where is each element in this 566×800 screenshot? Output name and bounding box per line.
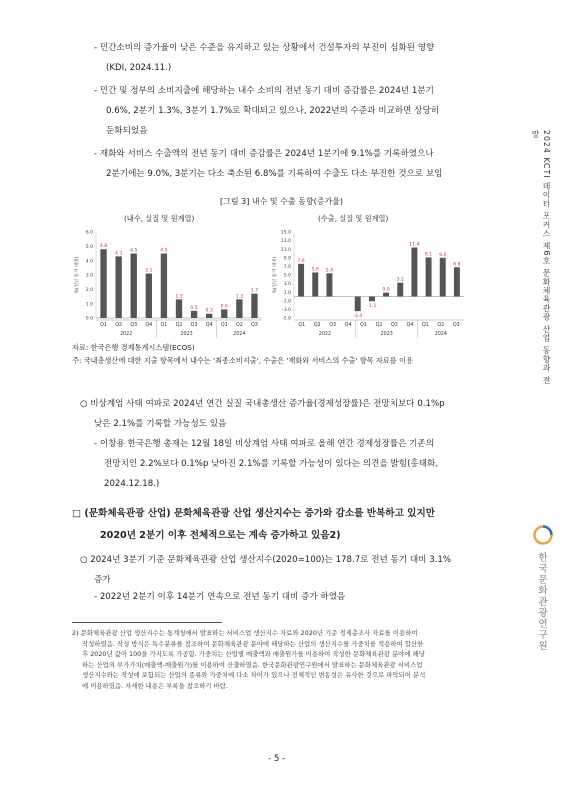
- bullet-line: - 재화와 서비스 수출액의 전년 동기 대비 증감률은 2024년 1분기에 9.1%를 기록하였으나: [94, 149, 434, 159]
- exports-chart: [270, 226, 470, 344]
- bullet-line: ○ 비상계엄 사태 여파로 2024년 연간 실질 국내총생산 증가율(경제성장률)은 전망치보다 0.1%p: [80, 399, 445, 409]
- bar: [454, 267, 460, 296]
- data-label: 5.6: [311, 267, 319, 273]
- data-label: 3.2: [396, 277, 404, 283]
- y-tick-label: -3.0: [282, 308, 291, 313]
- x-tick-label: Q1: [298, 323, 306, 328]
- data-label: 4.3: [114, 251, 123, 257]
- bullet-line: 전망치인 2.2%보다 0.1%p 낮아진 2.1%를 기록할 가능성이 있다는 의견을 밝힘(홍태화,: [104, 459, 439, 469]
- bullet-line: - 이창용 한국은행 총재는 12월 18일 비상계엄 사태 여파로 올해 연간 경제성장률은 기존의: [94, 439, 435, 449]
- x-tick-label: Q2: [375, 323, 383, 328]
- bullet-line: 2024.12.18.): [104, 479, 160, 489]
- y-axis-label: %(전년 동기 대비): [273, 256, 278, 294]
- bar: [426, 257, 432, 296]
- bar: [100, 249, 106, 318]
- footnote-line: 작성하였음. 작성 방식은 특수분류를 참조하여 문화체육관광 분야에 해당하는 산업의 생산지수를 가중치를 적용하여 합산한: [82, 639, 424, 648]
- institute-logo-icon: [532, 524, 554, 546]
- footnote: [72, 628, 502, 691]
- bullet-line: 증가: [94, 575, 111, 585]
- bar: [326, 273, 332, 296]
- y-tick-label: 1.0: [283, 290, 291, 296]
- bar: [251, 294, 257, 318]
- bar: [411, 247, 417, 296]
- x-tick-label: Q3: [130, 323, 138, 328]
- y-tick-label: 4.0: [85, 259, 93, 265]
- x-group-label: 2024: [233, 332, 246, 337]
- footnote-line: 후 2020년 값이 100을 가지도록 가공함. 가중치는 산업별 매출액과 매출원가를 이용하여 작성한 문화체육관광 분야에 해당: [82, 650, 425, 658]
- y-tick-label: 7.0: [283, 265, 291, 270]
- bar: [355, 297, 361, 312]
- y-tick-label: 5.0: [85, 244, 93, 250]
- x-tick-label: Q3: [190, 323, 198, 328]
- section-heading: □ (문화체육관광 산업) 문화체육관광 산업 생산지수는 증가와 감소를 반복하고 있지만: [72, 508, 435, 519]
- bullet-line: - 2022년 2분기 이후 14분기 연속으로 전년 동기 대비 증가 하였음: [94, 592, 346, 602]
- x-tick-label: Q3: [251, 323, 258, 328]
- y-tick-label: 0.0: [85, 316, 93, 322]
- bar: [115, 256, 121, 318]
- bar: [312, 272, 318, 296]
- figure-title: [그림 3] 내수 및 수출 동향(증가율): [220, 197, 344, 206]
- y-tick-label: 1.0: [85, 302, 93, 308]
- data-label: 4.5: [130, 248, 138, 254]
- bar: [131, 254, 137, 319]
- data-label: -1.1: [367, 304, 377, 310]
- data-label: 4.5: [160, 248, 168, 254]
- y-tick-label: -1.0: [282, 299, 291, 305]
- bar: [206, 314, 212, 318]
- x-tick-label: Q1: [220, 323, 228, 328]
- x-group-label: 2023: [180, 332, 193, 337]
- data-label: 0.3: [205, 308, 213, 314]
- footnote-line: 생산지수와는 작성에 포함되는 산업의 종류와 가중치에 다소 차이가 있으나 전체적인 변동성은 유사한 것으로 파악되어 분석: [82, 671, 426, 679]
- x-group-label: 2022: [318, 332, 332, 337]
- x-tick-label: Q4: [205, 323, 213, 328]
- data-label: 5.4: [325, 268, 334, 274]
- x-tick-label: Q2: [175, 323, 183, 328]
- x-tick-label: Q3: [452, 323, 460, 328]
- x-tick-label: Q1: [100, 323, 107, 328]
- data-label: 1.7: [250, 288, 259, 294]
- bar: [221, 309, 227, 318]
- bar: [369, 297, 375, 302]
- y-tick-label: 13.0: [280, 239, 291, 245]
- data-label: 9.1: [424, 252, 433, 258]
- bullet-line: 둔화되었음: [106, 126, 148, 136]
- page-number: - 5 -: [268, 754, 286, 764]
- bar: [397, 283, 403, 297]
- data-label: 6.8: [453, 262, 461, 268]
- data-label: 0.5: [190, 305, 198, 311]
- bar: [383, 293, 389, 297]
- footnote-line: 에 이용하였음. 자세한 내용은 부록을 참조하기 바람.: [82, 681, 228, 690]
- footnote-line: 2) 문화체육관광 산업 생산지수는 통계청에서 발표하는 서비스업 생산지수 자료와 2020년 기준 경제총조사 자료를 이용하여: [72, 629, 418, 637]
- domestic-demand-chart: [72, 226, 268, 344]
- x-tick-label: Q2: [313, 323, 321, 328]
- data-label: 9.0: [439, 252, 447, 258]
- bullet-line: (KDI, 2024.11.): [106, 63, 172, 73]
- y-tick-label: 6.0: [85, 230, 93, 236]
- bar: [146, 274, 152, 318]
- bar: [161, 254, 167, 319]
- data-label: 3.1: [145, 268, 153, 274]
- x-tick-label: Q1: [421, 323, 429, 328]
- bullet-line: ○ 2024년 3분기 기준 문화체육관광 산업 생산지수(2020=100)는 178.7로 전년 동기 대비 3.1%: [80, 555, 452, 565]
- data-label: 4.8: [99, 244, 108, 250]
- data-label: 1.3: [175, 294, 183, 300]
- right-chart-subtitle: (수출, 실질 및 원계열): [318, 214, 389, 223]
- bullet-line: 2분기에는 9.0%, 3분기는 다소 축소된 6.8%를 기록하여 수출도 다소 부진한 것으로 보임: [106, 169, 443, 179]
- y-tick-label: 3.0: [283, 282, 291, 288]
- x-tick-label: Q1: [160, 323, 168, 328]
- x-tick-label: Q4: [344, 323, 352, 328]
- bar: [440, 258, 446, 297]
- x-tick-label: Q4: [406, 323, 414, 328]
- bullet-line: 0.6%, 2분기 1.3%, 3분기 1.7%로 확대되고 있으나, 2022년의 수준과 비교하면 상당히: [106, 106, 440, 116]
- x-tick-label: Q3: [391, 323, 398, 328]
- bar: [176, 299, 182, 318]
- y-tick-label: 9.0: [283, 256, 291, 262]
- x-tick-label: Q2: [115, 323, 123, 328]
- data-label: 7.6: [297, 258, 305, 264]
- left-chart-subtitle: (내수, 실질 및 원계열): [124, 214, 195, 223]
- y-axis-label: %(전년 동기 대비): [75, 256, 80, 294]
- y-tick-label: 2.0: [85, 287, 93, 293]
- y-tick-label: 5.0: [283, 273, 291, 279]
- side-running-title: 2024 KCTI 데이터 포커스 제6호 문화체육관광 산업 동향과 전망: [531, 130, 551, 385]
- bullet-line: - 민간 및 정부의 소비지출에 해당하는 내수 소비의 전년 동기 대비 증감률은 2024년 1분기: [94, 86, 434, 96]
- x-tick-label: Q2: [235, 323, 243, 328]
- bullet-line: 낮은 2.1%를 기록할 가능성도 있음: [94, 419, 227, 429]
- y-tick-label: -5.0: [282, 316, 291, 322]
- figure-note: 주: 국내총생산에 대한 지출 항목에서 내수는 '최종소비지출', 수출은 '재화와 서비스의 수출' 항목 자료를 이용: [72, 356, 413, 365]
- x-group-label: 2022: [120, 332, 133, 337]
- bullet-line: - 민간소비의 증가율이 낮은 수준을 유지하고 있는 상황에서 건설투자의 부진이 심화된 영향: [94, 43, 435, 53]
- data-label: 1.3: [235, 294, 244, 300]
- x-tick-label: Q2: [437, 323, 445, 328]
- y-tick-label: 15.0: [280, 230, 291, 236]
- y-tick-label: 3.0: [85, 273, 93, 279]
- bar: [298, 264, 304, 297]
- x-tick-label: Q3: [329, 323, 337, 328]
- footnote-line: 하는 산업의 부가가치(매출액-매출원가)를 이용하여 산출하였음. 한국문화관광연구원에서 발표하는 문화체육관광 서비스업: [82, 660, 423, 669]
- y-tick-label: 11.0: [280, 247, 291, 253]
- bar: [191, 311, 197, 318]
- institute-logo-text: 한국문화관광연구원: [536, 552, 547, 652]
- section-heading-cont: 2020년 2분기 이후 전체적으로는 계속 증가하고 있음2): [100, 530, 341, 541]
- figure-source: 자료: 한국은행 경제통계시스템(ECOS): [72, 343, 195, 352]
- x-group-label: 2023: [380, 332, 393, 337]
- x-tick-label: Q4: [145, 323, 153, 328]
- data-label: -3.4: [353, 314, 363, 320]
- data-label: 0.9: [382, 287, 390, 293]
- footnote-divider: [72, 622, 222, 623]
- data-label: 11.4: [409, 242, 420, 248]
- x-group-label: 2024: [434, 332, 447, 337]
- x-tick-label: Q1: [360, 323, 367, 328]
- bar: [236, 299, 242, 318]
- data-label: 0.6: [220, 304, 228, 310]
